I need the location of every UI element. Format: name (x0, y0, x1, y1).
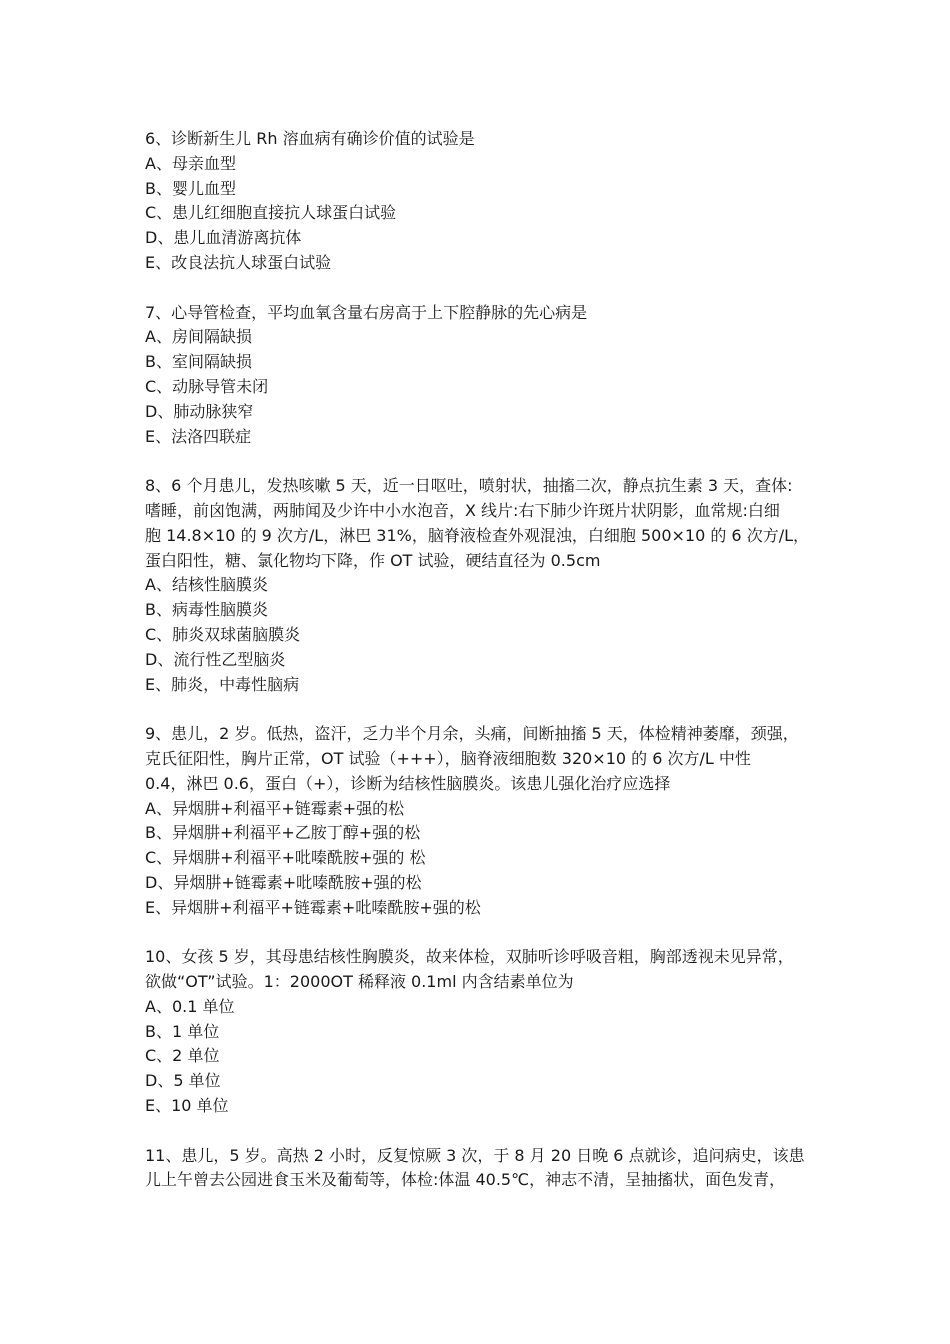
option-a: A、异烟肼+利福平+链霉素+强的松 (145, 798, 405, 818)
option-c: C、2 单位 (145, 1046, 220, 1066)
option-e: E、异烟肼+利福平+链霉素+吡嗪酰胺+强的松 (145, 897, 481, 917)
question-7 (145, 301, 815, 450)
question-10 (145, 945, 815, 1119)
question-stem: 欲做“OT”试验。1：2000OT 稀释液 0.1ml 内含结素单位为 (145, 972, 574, 992)
question-6 (145, 127, 815, 276)
option-d: D、流行性乙型脑炎 (145, 649, 286, 669)
option-d: D、患儿血清游离抗体 (145, 228, 302, 248)
question-stem: 10、女孩 5 岁，其母患结核性胸膜炎，故来体检，双肺听诊呼吸音粗，胸部透视未见异常， (145, 947, 794, 967)
option-c: C、肺炎双球菌脑膜炎 (145, 624, 301, 644)
question-11 (145, 1144, 815, 1194)
option-b: B、1 单位 (145, 1021, 220, 1041)
option-b: B、室间隔缺损 (145, 352, 252, 372)
option-d: D、肺动脉狭窄 (145, 401, 254, 421)
option-d: D、5 单位 (145, 1071, 221, 1091)
option-b: B、婴儿血型 (145, 178, 236, 198)
option-e: E、法洛四联症 (145, 426, 252, 446)
option-a: A、结核性脑膜炎 (145, 575, 268, 595)
question-stem: 6、诊断新生儿 Rh 溶血病有确诊价值的试验是 (145, 129, 475, 148)
option-b: B、病毒性脑膜炎 (145, 600, 268, 620)
question-stem: 11、患儿，5 岁。高热 2 小时，反复惊厥 3 次，于 8 月 20 日晚 6 点就诊，追问病史，该患 (145, 1145, 805, 1165)
option-c: C、患儿红细胞直接抗人球蛋白试验 (145, 203, 397, 223)
question-list (145, 127, 815, 1218)
question-stem: 儿上午曾去公园进食玉米及葡萄等，体检:体温 40.5℃，神志不清，呈抽搐状，面色发青， (145, 1170, 786, 1190)
option-a: A、母亲血型 (145, 153, 236, 173)
question-stem: 8、6 个月患儿，发热咳嗽 5 天，近一日呕吐，喷射状，抽搐二次，静点抗生素 3 天，查体: (145, 476, 793, 496)
option-e: E、改良法抗人球蛋白试验 (145, 252, 332, 272)
option-a: A、房间隔缺损 (145, 327, 252, 347)
option-e: E、肺炎，中毒性脑病 (145, 674, 300, 694)
question-stem: 嗜睡，前囟饱满，两肺闻及少许中小水泡音，X 线片:右下肺少许斑片状阴影，血常规:白细 (145, 500, 780, 520)
option-e: E、10 单位 (145, 1096, 229, 1116)
question-8 (145, 474, 815, 697)
question-stem: 胞 14.8×10 的 9 次方/L，淋巴 31%，脑脊液检查外观混浊，白细胞 500×10 的 6 次方/L， (145, 525, 810, 545)
question-stem: 7、心导管检查，平均血氧含量右房高于上下腔静脉的先心病是 (145, 302, 588, 322)
option-b: B、异烟肼+利福平+乙胺丁醇+强的松 (145, 823, 421, 843)
option-d: D、异烟肼+链霉素+吡嗪酰胺+强的松 (145, 872, 422, 892)
option-a: A、0.1 单位 (145, 996, 235, 1016)
question-stem: 0.4，淋巴 0.6，蛋白（+），诊断为结核性脑膜炎。该患儿强化治疗应选择 (145, 773, 671, 793)
option-c: C、异烟肼+利福平+吡嗪酰胺+强的 松 (145, 848, 426, 868)
option-c: C、动脉导管未闭 (145, 376, 269, 396)
question-stem: 9、患儿，2 岁。低热，盗汗，乏力半个月余，头痛，间断抽搐 5 天，体检精神萎靡，颈强， (145, 724, 799, 744)
question-9 (145, 722, 815, 920)
question-stem: 蛋白阳性，糖、氯化物均下降，作 OT 试验，硬结直径为 0.5cm (145, 550, 601, 570)
question-stem: 克氏征阳性，胸片正常，OT 试验（+++），脑脊液细胞数 320×10 的 6 次方/L 中性 (145, 748, 751, 768)
